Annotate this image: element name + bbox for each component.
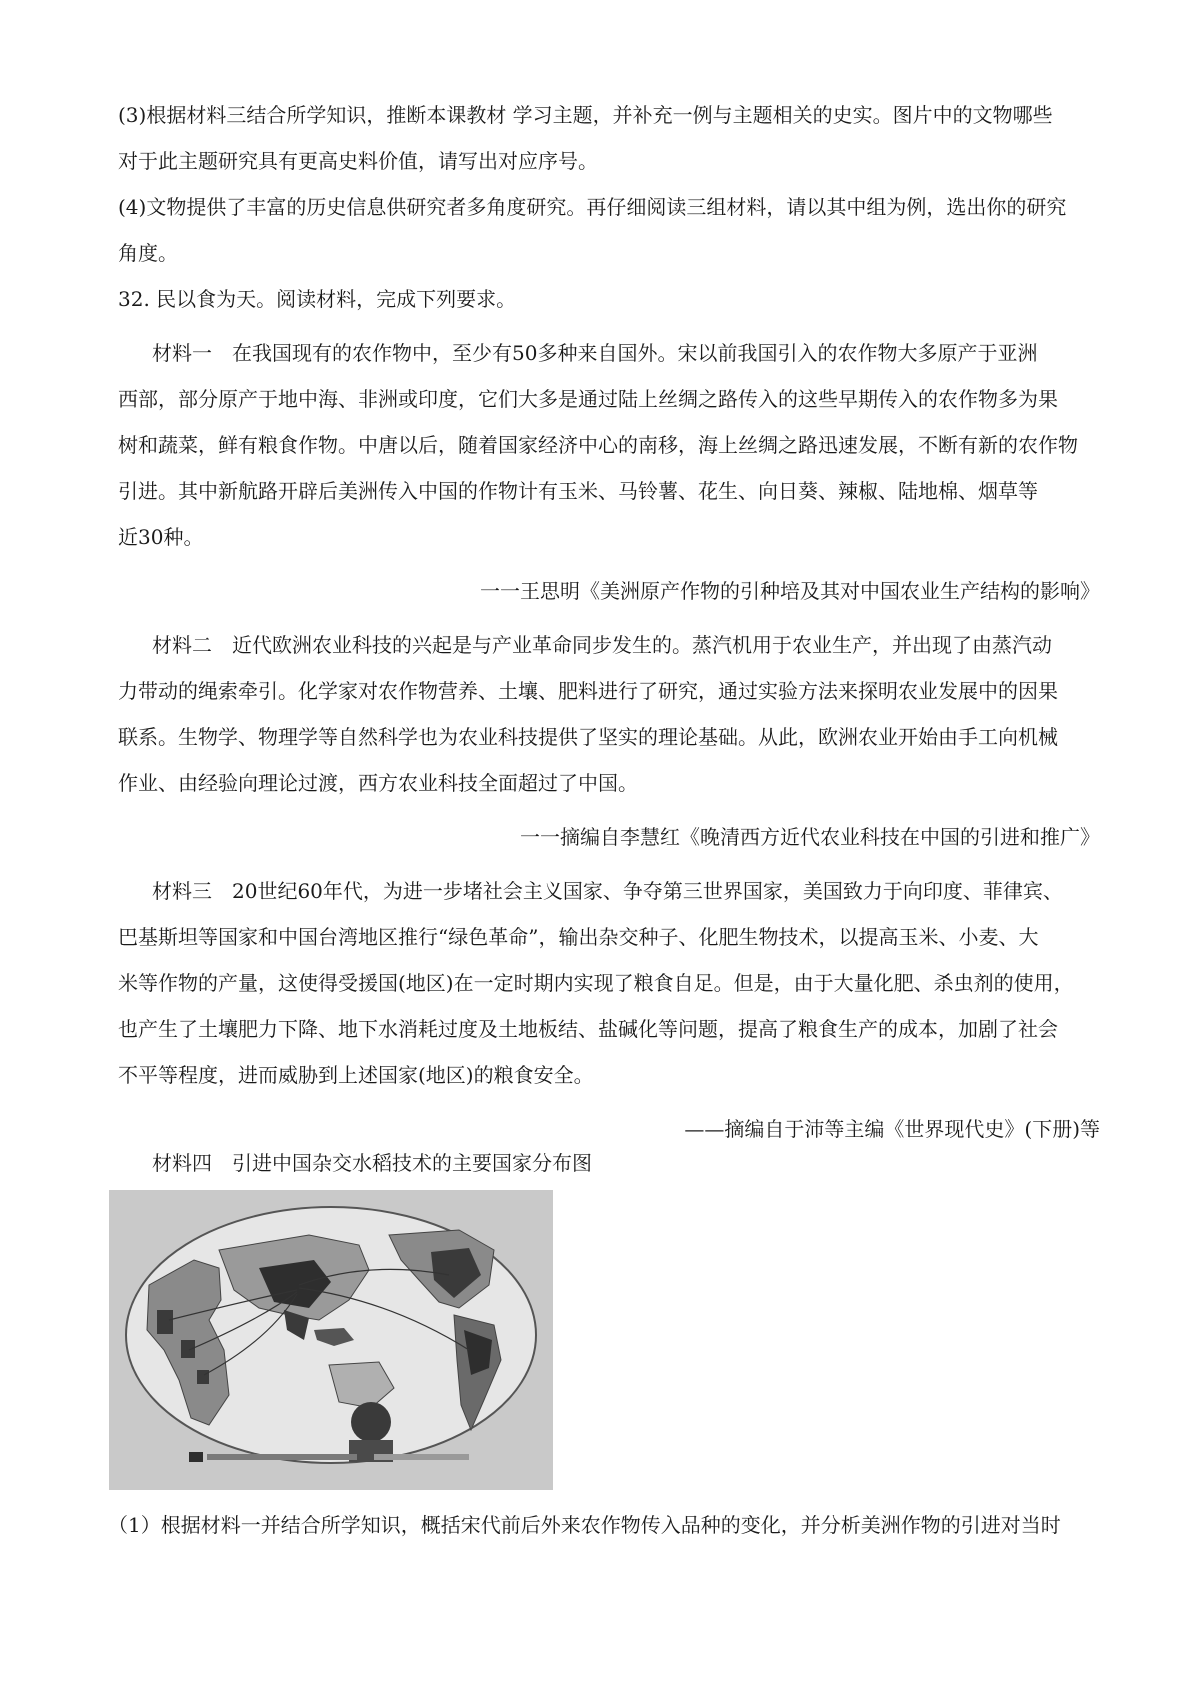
material2-line2: 力带动的绳索牵引。化学家对农作物营养、土壤、肥料进行了研究，通过实验方法来探明农业发展中的因果 [118, 679, 1058, 703]
material3-line3: 米等作物的产量，这使得受援国(地区)在一定时期内实现了粮食自足。但是，由于大量化肥、杀虫剂的使用， [118, 971, 1074, 995]
material2-line3: 联系。生物学、物理学等自然科学也为农业科技提供了坚实的理论基础。从此，欧洲农业开始由手工向机械 [118, 725, 1058, 749]
material3-source: ——摘编自于沛等主编《世界现代史》(下册)等 [684, 1117, 1100, 1141]
material1-line5: 近30种。 [118, 525, 204, 549]
material1-line2: 西部，部分原产于地中海、非洲或印度，它们大多是通过陆上丝绸之路传入的这些早期传入的农作物多为果 [118, 387, 1058, 411]
material1-line1: 材料一 在我国现有的农作物中，至少有50多种来自国外。宋以前我国引入的农作物大多原产于亚洲 [152, 341, 1038, 365]
material4-title: 材料四 引进中国杂交水稻技术的主要国家分布图 [152, 1151, 592, 1175]
q31-part4-line2: 角度。 [118, 241, 178, 265]
q31-part4-line1: (4)文物提供了丰富的历史信息供研究者多角度研究。再仔细阅读三组材料，请以其中组为例，选出你的研究 [118, 195, 1067, 219]
material1-line4: 引进。其中新航路开辟后美洲传入中国的作物计有玉米、马铃薯、花生、向日葵、辣椒、陆地棉、烟草等 [118, 479, 1038, 503]
material3-line2: 巴基斯坦等国家和中国台湾地区推行“绿色革命”，输出杂交种子、化肥生物技术，以提高玉米、小麦、大 [118, 925, 1039, 949]
hybrid-rice-map-image [109, 1190, 553, 1490]
material1-line3: 树和蔬菜，鲜有粮食作物。中唐以后，随着国家经济中心的南移，海上丝绸之路迅速发展，不断有新的农作物 [118, 433, 1078, 457]
q32-heading: 32. 民以食为天。阅读材料，完成下列要求。 [118, 287, 517, 311]
material2-source: 一一摘编自李慧红《晚清西方近代农业科技在中国的引进和推广》 [520, 825, 1100, 849]
material3-line5: 不平等程度，进而威胁到上述国家(地区)的粮食安全。 [118, 1063, 594, 1087]
q31-part3-line2: 对于此主题研究具有更高史料价值，请写出对应序号。 [118, 149, 598, 173]
material3-line1: 材料三 20世纪60年代，为进一步堵社会主义国家、争夺第三世界国家，美国致力于向印度、菲律宾、 [152, 879, 1063, 903]
material3-line4: 也产生了土壤肥力下降、地下水消耗过度及土地板结、盐碱化等问题，提高了粮食生产的成本，加剧了社会 [118, 1017, 1058, 1041]
q32-sub1: （1）根据材料一并结合所学知识，概括宋代前后外来农作物传入品种的变化，并分析美洲作物的引进对当时 [108, 1513, 1061, 1537]
q31-part3-line1: (3)根据材料三结合所学知识，推断本课教材 学习主题，并补充一例与主题相关的史实。图片中的文物哪些 [118, 103, 1053, 127]
material2-line1: 材料二 近代欧洲农业科技的兴起是与产业革命同步发生的。蒸汽机用于农业生产，并出现了由蒸汽动 [152, 633, 1052, 657]
material2-line4: 作业、由经验向理论过渡，西方农业科技全面超过了中国。 [118, 771, 638, 795]
material1-source: 一一王思明《美洲原产作物的引种培及其对中国农业生产结构的影响》 [480, 579, 1100, 603]
